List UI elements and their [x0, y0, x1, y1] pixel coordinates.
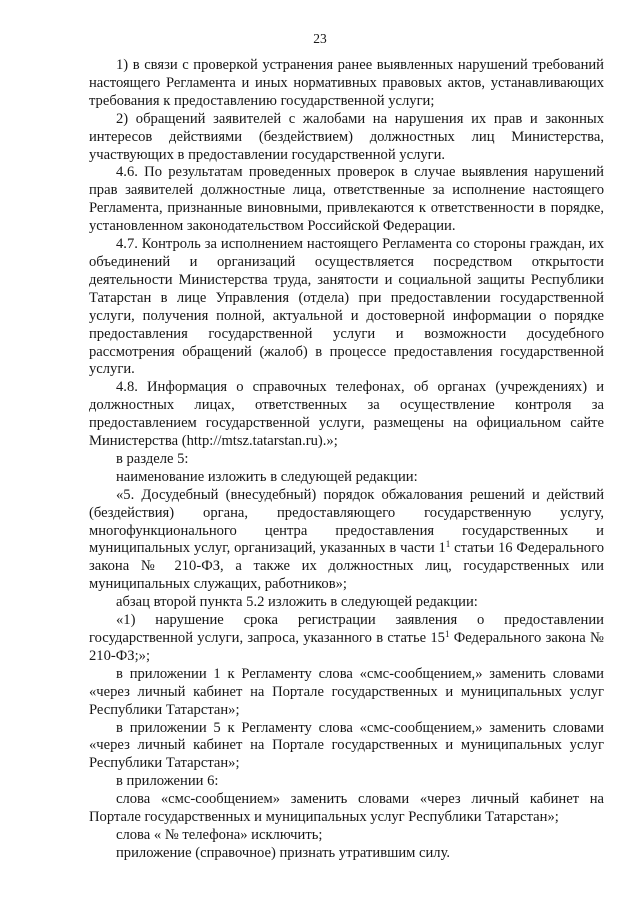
page-number: 23: [313, 31, 327, 46]
document-body: [89, 57, 604, 863]
text-part: «5. Досудебный (внесудебный) порядок обжалования решений и действий (бездействия) органа, предоставляющего государственную услугу, многофункционального центра предоставления государственных и муниципальных услуг, организаций, указанных в части 1: [89, 486, 604, 557]
paragraph-5-2-new-text: [89, 612, 604, 666]
text-part: Федерального закона № 210-ФЗ;»;: [89, 630, 604, 664]
paragraph-appendix-6-words: слова «смс-сообщением» заменить словами «через личный кабинет на Портале государственных и муниципальных услуг Республики Татарстан»;: [89, 791, 604, 826]
paragraph-appendix-1: в приложении 1 к Регламенту слова «смс-сообщением,» заменить словами «через личный кабинет на Портале государственных и муниципальных услуг Республики Татарстан»;: [89, 665, 604, 718]
paragraph-4-7: 4.7. Контроль за исполнением настоящего Регламента со стороны граждан, их объединений и организаций осуществляется посредством открытости деятельности Министерства труда, занятости и социальной защиты Республики Татарстан в лице Управления (отдела) при предоставлении государственной услуги, получения полной, актуальной и достоверной информации о порядке предоставления государственной услуги и возможности досудебного рассмотрения обращений (жалоб) в процессе предоставления государственной услуги.: [89, 236, 604, 378]
paragraph-section-5-title: [89, 487, 604, 594]
superscript: 1: [444, 629, 450, 639]
paragraph-item-1: 1) в связи с проверкой устранения ранее выявленных нарушений требований настоящего Регламента и иных нормативных правовых актов, устанавливающих требования к предоставлению государственной услуги;: [89, 57, 604, 109]
paragraph-appendix-6-phone: слова « № телефона» исключить;: [116, 826, 323, 843]
paragraph-item-2: 2) обращений заявителей с жалобами на нарушения их прав и законных интересов действиями (бездействием) должностных лиц Министерства, участвующих в предоставлении государственной услуги.: [89, 110, 604, 163]
paragraph-reference-appendix: приложение (справочное) признать утратившим силу.: [116, 844, 451, 861]
paragraph-4-8: 4.8. Информация о справочных телефонах, об органах (учреждениях) и должностных лицах, ответственных за осуществление контроля за предоставлением государственной услуги, размещены на официальном сайте Министерства (http://mtsz.tatarstan.ru).»;: [89, 379, 604, 450]
paragraph-4-6: 4.6. По результатам проведенных проверок в случае выявления нарушений прав заявителей должностные лица, ответственные за исполнение настоящего Регламента, признанные виновными, привлекаются к ответственности в порядке, установленном законодательством Российской Федерации.: [89, 164, 604, 235]
text-part: статьи 16 Федерального закона № 210-ФЗ, а также их должностных лиц, государственных или муниципальных служащих, работников»;: [89, 540, 604, 593]
superscript: 1: [445, 539, 451, 550]
paragraph-title-instruction: наименование изложить в следующей редакции:: [116, 468, 418, 485]
paragraph-appendix-5: в приложении 5 к Регламенту слова «смс-сообщением,» заменить словами «через личный кабинет на Портале государственных и муниципальных услуг Республики Татарстан»;: [89, 719, 604, 772]
paragraph-5-2-instruction: абзац второй пункта 5.2 изложить в следующей редакции:: [116, 594, 478, 611]
text-part: «1) нарушение срока регистрации заявления о предоставлении государственной услуги, запроса, указанного в статье 15: [89, 612, 604, 646]
paragraph-section-5: в разделе 5:: [116, 450, 189, 467]
paragraph-appendix-6: в приложении 6:: [116, 773, 219, 790]
